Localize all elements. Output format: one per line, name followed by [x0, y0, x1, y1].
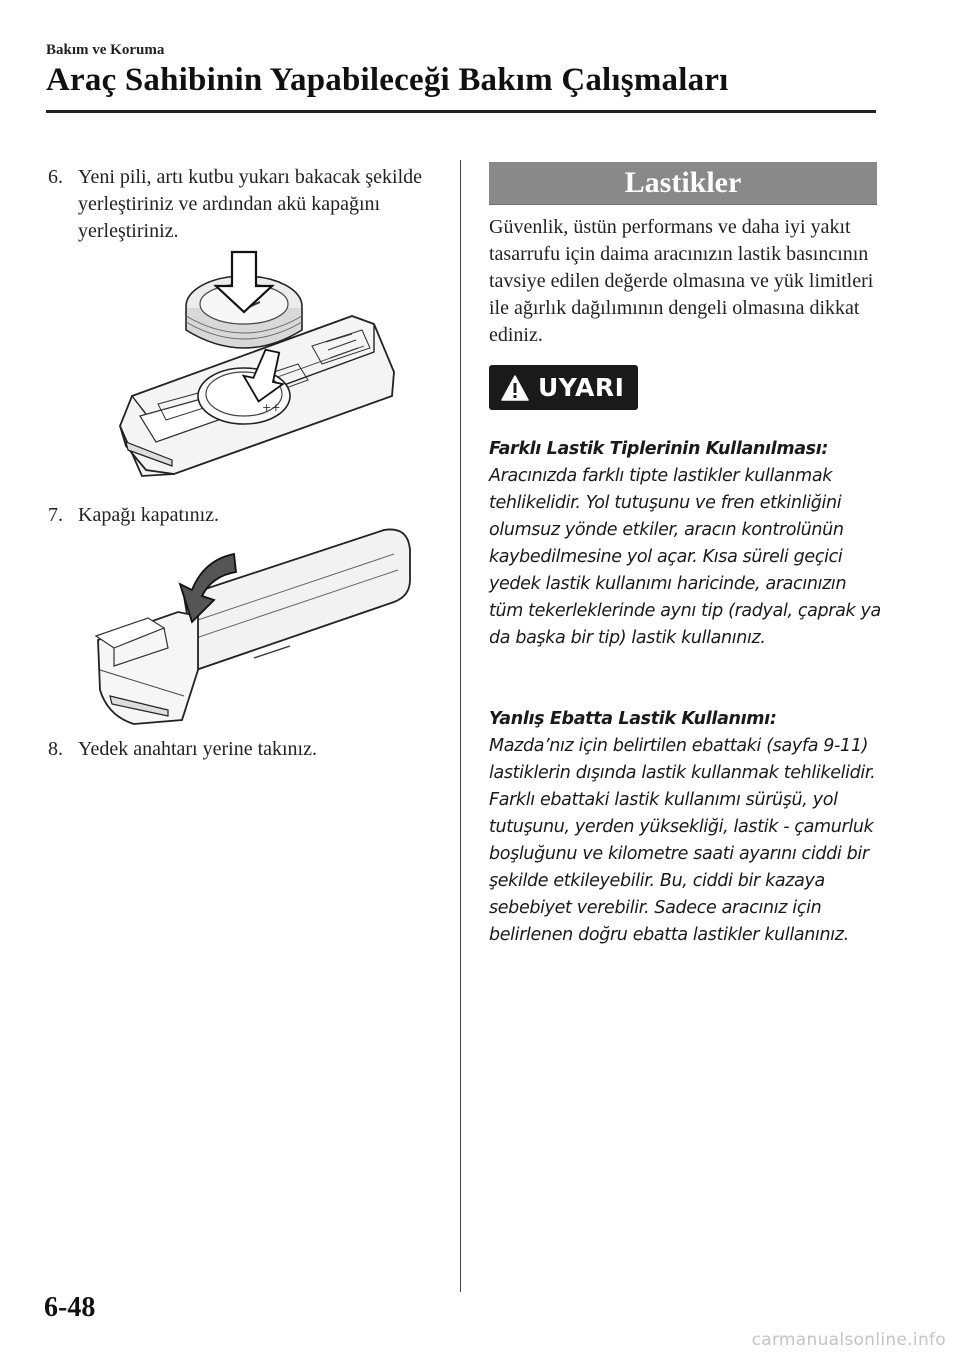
key-battery-insert-illustration [112, 246, 402, 482]
step-text: Yedek anahtarı yerine takınız. [78, 738, 317, 760]
step-number: 7. [48, 504, 63, 526]
key-cover-close-illustration [94, 520, 416, 730]
page-number: 6-48 [44, 1292, 96, 1323]
warning-triangle-icon [500, 374, 530, 402]
svg-text:++: ++ [262, 401, 281, 414]
section-banner: Lastikler [489, 162, 877, 205]
warning-badge [489, 365, 638, 410]
step-text: Kapağı kapatınız. [78, 504, 220, 526]
watermark: carmanualsonline.info [751, 1330, 946, 1350]
section-intro: Güvenlik, üstün performans ve daha iyi yakıt tasarrufu için daima aracınızın lastik basıncının tavsiye edilen değerde olmasına ve yük limitleri ile ağırlık dağılımının dengeli olmasına dikkat ediniz. [489, 216, 874, 346]
section-label: Bakım ve Koruma [46, 42, 165, 58]
warning-block-1 [489, 436, 884, 652]
step-text: Yeni pili, artı kutbu yukarı bakacak şekilde yerleştiriniz ve ardından akü kapağını yerleştiriniz. [78, 166, 423, 242]
warning-body: Mazda’nız için belirtilen ebattaki (sayfa 9-11) lastiklerin dışında lastik kullanmak tehlikelidir. Farklı ebattaki lastik kullanımı sürüşü, yol tutuşunu, yerden yüksekliği, lastik - çamurluk boşluğunu ve kilometre saati ayarını ciddi bir şekilde etkileyebilir. Bu, ciddi bir kazaya sebebiyet verebilir. Sadece aracınız için belirlenen doğru ebatta lastikler kullanınız. [489, 736, 876, 945]
step-6 [48, 164, 428, 245]
header-rule [46, 110, 876, 113]
step-number: 8. [48, 738, 63, 760]
chapter-title: Araç Sahibinin Yapabileceği Bakım Çalışmaları [46, 62, 729, 98]
warning-heading: Farklı Lastik Tiplerinin Kullanılması: [489, 439, 829, 459]
step-number: 6. [48, 166, 63, 188]
warning-body: Aracınızda farklı tipte lastikler kullanmak tehlikelidir. Yol tutuşunu ve fren etkinliğini olumsuz yönde etkiler, aracın kontrolünün kaybedilmesine yol açar. Kısa süreli geçici yedek lastik kullanımı haricinde, aracınızın tüm tekerleklerinde aynı tip (radyal, çaprak ya da başka bir tip) lastik kullanınız. [489, 466, 881, 648]
warning-heading: Yanlış Ebatta Lastik Kullanımı: [489, 709, 777, 729]
warning-block-2 [489, 706, 884, 949]
step-8 [48, 736, 428, 763]
warning-label: UYARI [538, 373, 625, 402]
column-divider [460, 160, 461, 1292]
